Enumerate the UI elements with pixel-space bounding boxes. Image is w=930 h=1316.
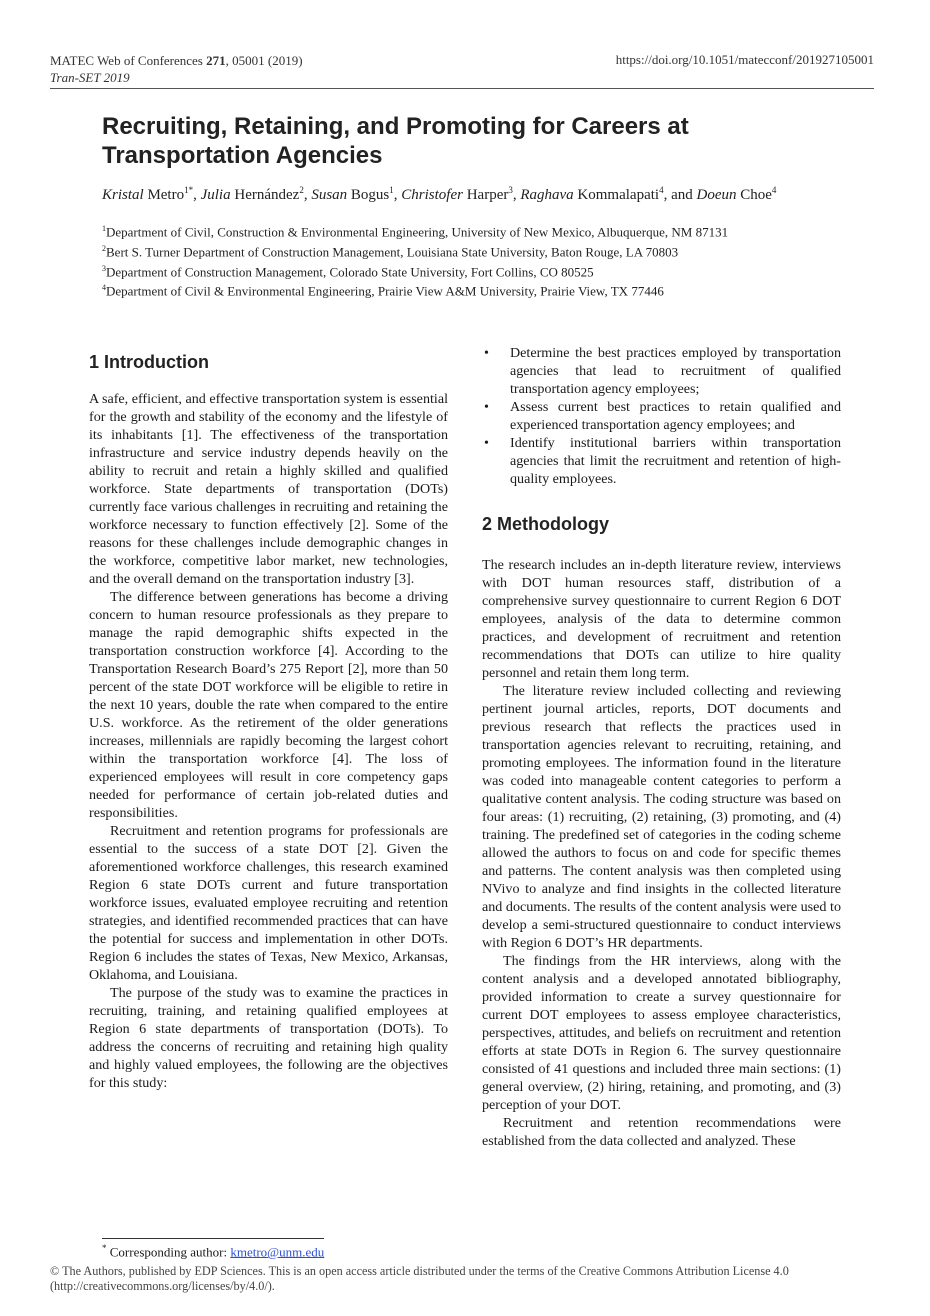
author: Doeun Choe$^4$ [696, 185, 777, 203]
affiliation: $^3$Department of Construction Management, Colorado State University, Fort Collins, CO 80525 [102, 263, 594, 279]
paragraph: The findings from the HR interviews, along with the content analysis and a developed annotated bibliography, provided information to create a survey questionnaire for current DOT employees to assess employee characteristics, perspectives, attitudes, and beliefs on recruitment and retention efforts at state DOTs in Region 6. The survey questionnaire consisted of 41 questions and included three main sections: (1) general overview, (2) hiring, retaining, and promoting, and (3) perception of your DOT. [482, 953, 841, 1113]
affiliation: $^4$Department of Civil & Environmental Engineering, Prairie View A&M University, Prairie View, TX 77446 [102, 283, 664, 299]
corresponding-author-footnote: * Corresponding author: kmetro@unm.edu [102, 1243, 325, 1260]
section-heading-introduction: 1 Introduction [89, 352, 209, 372]
affiliation: $^1$Department of Civil, Construction & Environmental Engineering, University of New Mexico, Albuquerque, NM 87131 [102, 224, 729, 240]
footnote-divider [102, 1238, 324, 1239]
header-divider [50, 88, 874, 89]
author: Christofer Harper$^3$ [401, 185, 513, 203]
bullet-icon: • [484, 345, 489, 361]
affiliations [102, 221, 728, 300]
paragraph: The purpose of the study was to examine the practices in recruiting, training, and retaining qualified employees at Region 6 state departments of transportation (DOTs). To address the concerns of recruiting and retaining high quality and highly valued employees, the following are the objectives for this study: [89, 985, 448, 1091]
author: Kristal Metro$^{1*}$ [102, 185, 194, 203]
list-item: • Determine the best practices employed by transportation agencies that lead to recruitment of qualified transportation agency employees; [484, 345, 841, 397]
author: Susan Bogus$^1$ [311, 185, 394, 203]
bullet-icon: • [484, 435, 489, 451]
section-heading-methodology: 2 Methodology [482, 514, 609, 534]
paragraph: Recruitment and retention programs for professionals are essential to the success of a state DOT [2]. Given the aforementioned workforce challenges, this research examined Region 6 state DOTs current and future transportation workforce issues, evaluated employee recruiting and retention strategies, and identified recommended practices that can have the potential for success and implementation in other DOTs. Region 6 includes the states of Texas, New Mexico, Arkansas, Oklahoma, and Louisiana. [89, 823, 448, 983]
left-column [89, 350, 448, 1092]
license-notice: © The Authors, published by EDP Sciences. This is an open access article distributed under the terms of the Creative Commons Attribution License 4.0 (http://creativecommons.org/licenses/by/4.0/). [50, 1264, 789, 1293]
journal-volume: 271 [206, 53, 226, 68]
paragraph: The research includes an in-depth literature review, interviews with DOT human resources staff, distribution of a comprehensive survey questionnaire to current Region 6 DOT employees, analysis of the data to determine common practices, and development of recruitment and retention recommendations that DOTs can utilize to hire quality personnel and retain them long term. [482, 557, 841, 681]
journal-citation: MATEC Web of Conferences 271, 05001 (2019) [50, 53, 303, 68]
author: Raghava Kommalapati$^4$ [520, 185, 664, 203]
paper-title: Recruiting, Retaining, and Promoting for Careers at Transportation Agencies [102, 113, 689, 169]
running-header-left [50, 52, 303, 86]
paragraph: A safe, efficient, and effective transportation system is essential for the growth and stability of the economy and the lifestyle of its inhabitants [1]. The effectiveness of the transportation infrastructure and service industry depends heavily on the ability to recruit and retain a highly skilled and qualified workforce. State departments of transportation (DOTs) currently face various challenges in recruiting and retaining the workforce necessary to function effectively [2]. Some of the reasons for these challenges include demographic changes in the workforce, competitive labor market, new technologies, and the overall demand on the transportation industry [3]. [89, 391, 448, 587]
affiliation: $^2$Bert S. Turner Department of Construction Management, Louisiana State University, Baton Rouge, LA 70803 [102, 243, 679, 260]
right-column [482, 344, 841, 1150]
list-item: • Assess current best practices to retain qualified and experienced transportation agency employees; and [484, 399, 841, 433]
author: Julia Hernández$^2$ [200, 185, 304, 203]
bullet-icon: • [484, 399, 489, 415]
doi-link[interactable]: https://doi.org/10.1051/matecconf/201927105001 [615, 52, 874, 67]
conference-name: Tran-SET 2019 [50, 70, 130, 85]
list-item: • Identify institutional barriers within transportation agencies that limit the recruitment and retention of high-quality employees. [484, 435, 841, 487]
author-email-link[interactable]: kmetro@unm.edu [230, 1244, 325, 1260]
objectives-list [482, 344, 841, 488]
author-list: Kristal Metro$^{1*}$, Julia Hernández$^2$, Susan Bogus$^1$, Christofer Harper$^3$, Raghava Kommalapati$^4$, and Doeun Choe$^4$ [102, 185, 777, 203]
paragraph: The literature review included collecting and reviewing pertinent journal articles, reports, DOT documents and previous research that reflects the practices used in transportation agencies relevant to recruiting, retaining, and promoting employees. The information found in the literature was coded into manageable content categories to perform a qualitative content analysis. The coding structure was based on four areas: (1) recruiting, (2) retaining, (3) promoting, and (4) training. The predefined set of categories in the coding scheme allowed the authors to focus on and code for specific themes and patterns. The content analysis was then completed using NVivo to analyze and find insights in the collected literature and documents. The results of the content analysis were used to develop a semi-structured questionnaire to conduct interviews with Region 6 DOT’s HR departments. [482, 683, 841, 951]
paragraph: The difference between generations has become a driving concern to human resource professionals as they prepare to manage the rapid demographic shifts expected in the transportation construction workforce [4]. According to the Transportation Research Board’s 275 Report [2], more than 50 percent of the state DOT workforce will be eligible to retire in the next 10 years, double the rate when compared to the entire U.S. workforce. As the retirement of the older generations increases, millennials are rapidly becoming the largest cohort within the transportation workforce [4]. The loss of experienced employees will result in core competency gaps needed for performance of certain job-related duties and responsibilities. [89, 589, 448, 821]
paragraph: Recruitment and retention recommendations were established from the data collected and analyzed. These [482, 1115, 841, 1149]
